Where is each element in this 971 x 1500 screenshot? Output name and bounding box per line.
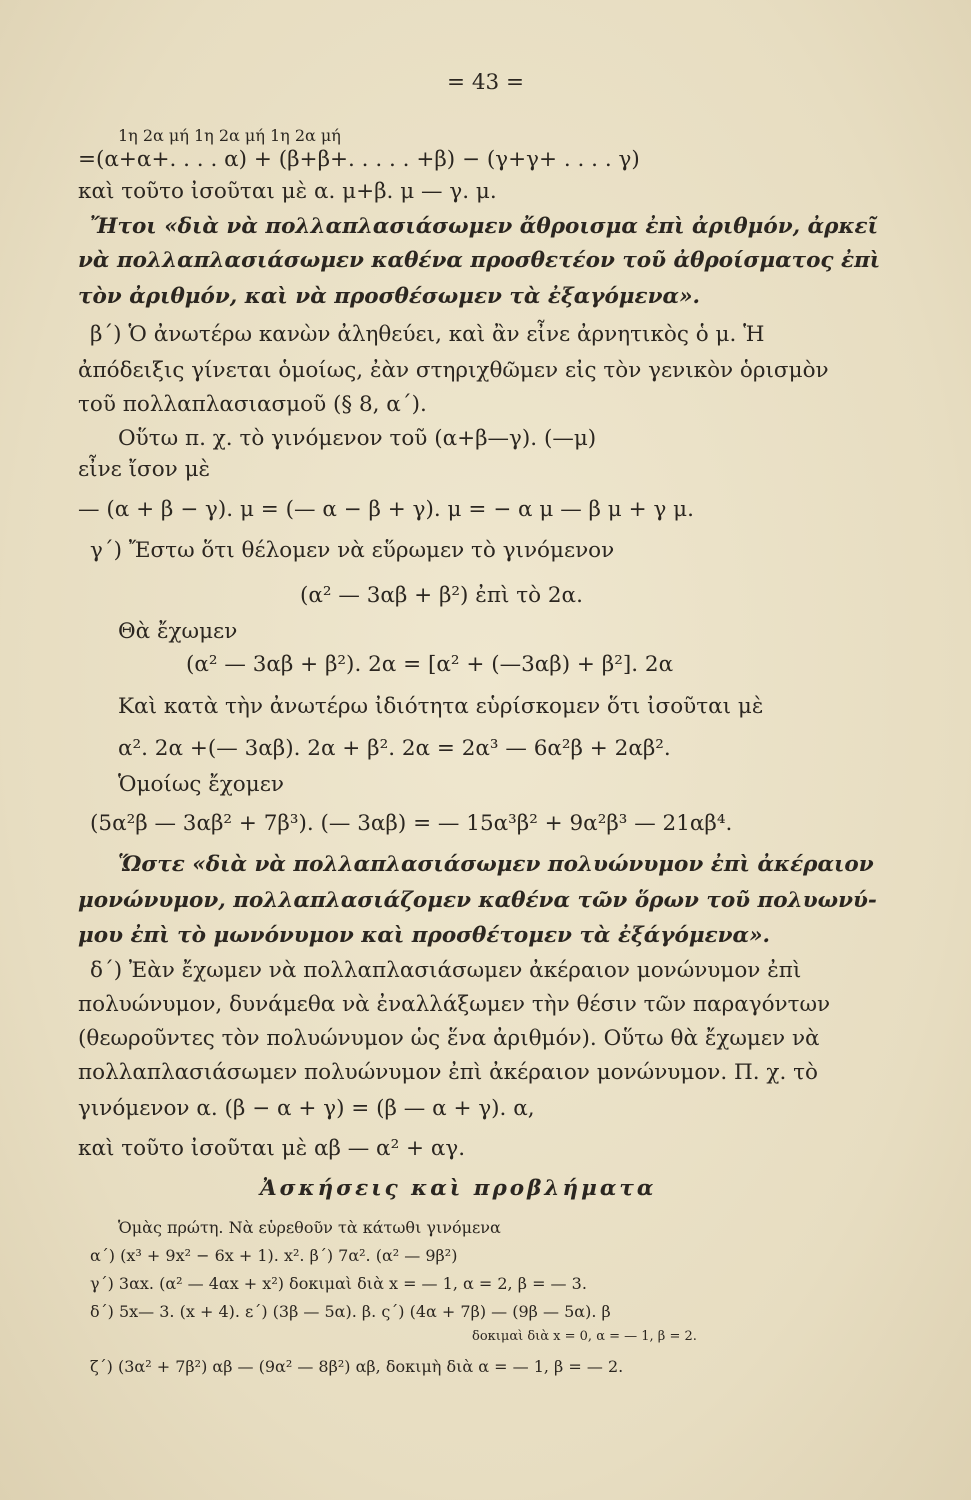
rule-line: νὰ πολλαπλασιάσωμεν καθένα προσθετέον τοῦ ἀθροίσματος ἐπὶ — [78, 248, 881, 273]
formula-line: γινόμενον α. (β − α + γ) = (β — α + γ). α, — [78, 1096, 535, 1121]
exercise-group-title: Ὁμὰς πρώτη. Νὰ εὑρεθοῦν τὰ κάτωθι γινόμενα — [118, 1218, 501, 1237]
rule-line: Ὥστε «διὰ νὰ πολλαπλασιάσωμεν πολυώνυμον ἐπὶ ἀκέραιον — [118, 852, 874, 877]
text-line: πολυώνυμον, δυνάμεθα νὰ ἐναλλάξωμεν τὴν θέσιν τῶν παραγόντων — [78, 992, 831, 1017]
formula-line: (α² — 3αβ + β²). 2α = [α² + (—3αβ) + β²]. 2α — [186, 652, 674, 677]
exercise-line: δοκιμαὶ διὰ x = 0, α = — 1, β = 2. — [472, 1329, 697, 1344]
text-line: πολλαπλασιάσωμεν πολυώνυμον ἐπὶ ἀκέραιον μονώνυμον. Π. χ. τὸ — [78, 1060, 818, 1085]
text-line: ἀπόδειξις γίνεται ὁμοίως, ἐὰν στηριχθῶμεν εἰς τὸν γενικὸν ὁρισμὸν — [78, 358, 829, 383]
text-line: τοῦ πολλαπλασιασμοῦ (§ 8, α΄). — [78, 392, 427, 417]
text-line: Θὰ ἔχωμεν — [118, 619, 238, 644]
text-line: εἶνε ἴσον μὲ — [78, 457, 211, 482]
text-line: (θεωροῦντες τὸν πολυώνυμον ὡς ἕνα ἀριθμόν). Οὕτω θὰ ἔχωμεν νὰ — [78, 1026, 820, 1051]
rule-line: τὸν ἀριθμόν, καὶ νὰ προσθέσωμεν τὰ ἐξαγόμενα». — [78, 284, 700, 309]
text-line: β΄) Ὁ ἀνωτέρω κανὼν ἀληθεύει, καὶ ἂν εἶνε ἀρνητικὸς ὁ μ. Ἡ — [90, 322, 765, 347]
text-line: δ΄) Ἐὰν ἔχωμεν νὰ πολλαπλασιάσωμεν ἀκέραιον μονώνυμον ἐπὶ — [90, 958, 802, 983]
brace-labels: 1η 2α μή 1η 2α μή 1η 2α μή — [118, 126, 341, 145]
rule-line: Ἤτοι «διὰ νὰ πολλαπλασιάσωμεν ἄθροισμα ἐπὶ ἀριθμόν, ἀρκεῖ — [90, 214, 879, 239]
formula-line: α². 2α +(— 3αβ). 2α + β². 2α = 2α³ — 6α²β + 2αβ². — [118, 736, 671, 761]
text-line: Καὶ κατὰ τὴν ἀνωτέρω ἰδιότητα εὑρίσκομεν ὅτι ἰσοῦται μὲ — [118, 694, 764, 719]
formula-line: (α² — 3αβ + β²) ἐπὶ τὸ 2α. — [300, 583, 583, 608]
page-number: = 43 = — [446, 70, 525, 95]
exercise-line: γ΄) 3αx. (α² — 4αx + x²) δοκιμαὶ διὰ x = — 1, α = 2, β = — 3. — [90, 1274, 587, 1293]
rule-line: μονώνυμον, πολλαπλασιάζομεν καθένα τῶν ὅρων τοῦ πολυωνύ- — [78, 888, 877, 913]
text-line: γ΄) Ἔστω ὅτι θέλομεν νὰ εὕρωμεν τὸ γινόμενον — [90, 538, 615, 563]
text-line: καὶ τοῦτο ἰσοῦται μὲ α. μ+β. μ — γ. μ. — [78, 179, 497, 204]
formula-line: — (α + β − γ). μ = (— α − β + γ). μ = − α μ — β μ + γ μ. — [78, 497, 694, 522]
exercise-line: ζ΄) (3α² + 7β²) αβ — (9α² — 8β²) αβ, δοκιμὴ διὰ α = — 1, β = — 2. — [90, 1357, 624, 1376]
formula-line: (5α²β — 3αβ² + 7β³). (— 3αβ) = — 15α³β² + 9α²β³ — 21αβ⁴. — [90, 811, 733, 836]
text-line: Ὁμοίως ἔχομεν — [118, 772, 284, 797]
formula-line: καὶ τοῦτο ἰσοῦται μὲ αβ — α² + αγ. — [78, 1136, 466, 1161]
exercise-line: δ΄) 5x— 3. (x + 4). ε΄) (3β — 5α). β. ς΄) (4α + 7β) — (9β — 5α). β — [90, 1302, 611, 1321]
section-heading: Ἀσκήσεις καὶ προβλήματα — [260, 1176, 657, 1201]
rule-line: μου ἐπὶ τὸ μωνόνυμον καὶ προσθέτομεν τὰ ἐξάγόμενα». — [78, 923, 771, 948]
formula-line: =(α+α+. . . . α) + (β+β+. . . . . +β) − (γ+γ+ . . . . γ) — [78, 147, 640, 172]
exercise-line: α΄) (x³ + 9x² − 6x + 1). x². β΄) 7α². (α² — 9β²) — [90, 1246, 458, 1265]
text-line: Οὕτω π. χ. τὸ γινόμενον τοῦ (α+β—γ). (—μ) — [118, 426, 597, 451]
